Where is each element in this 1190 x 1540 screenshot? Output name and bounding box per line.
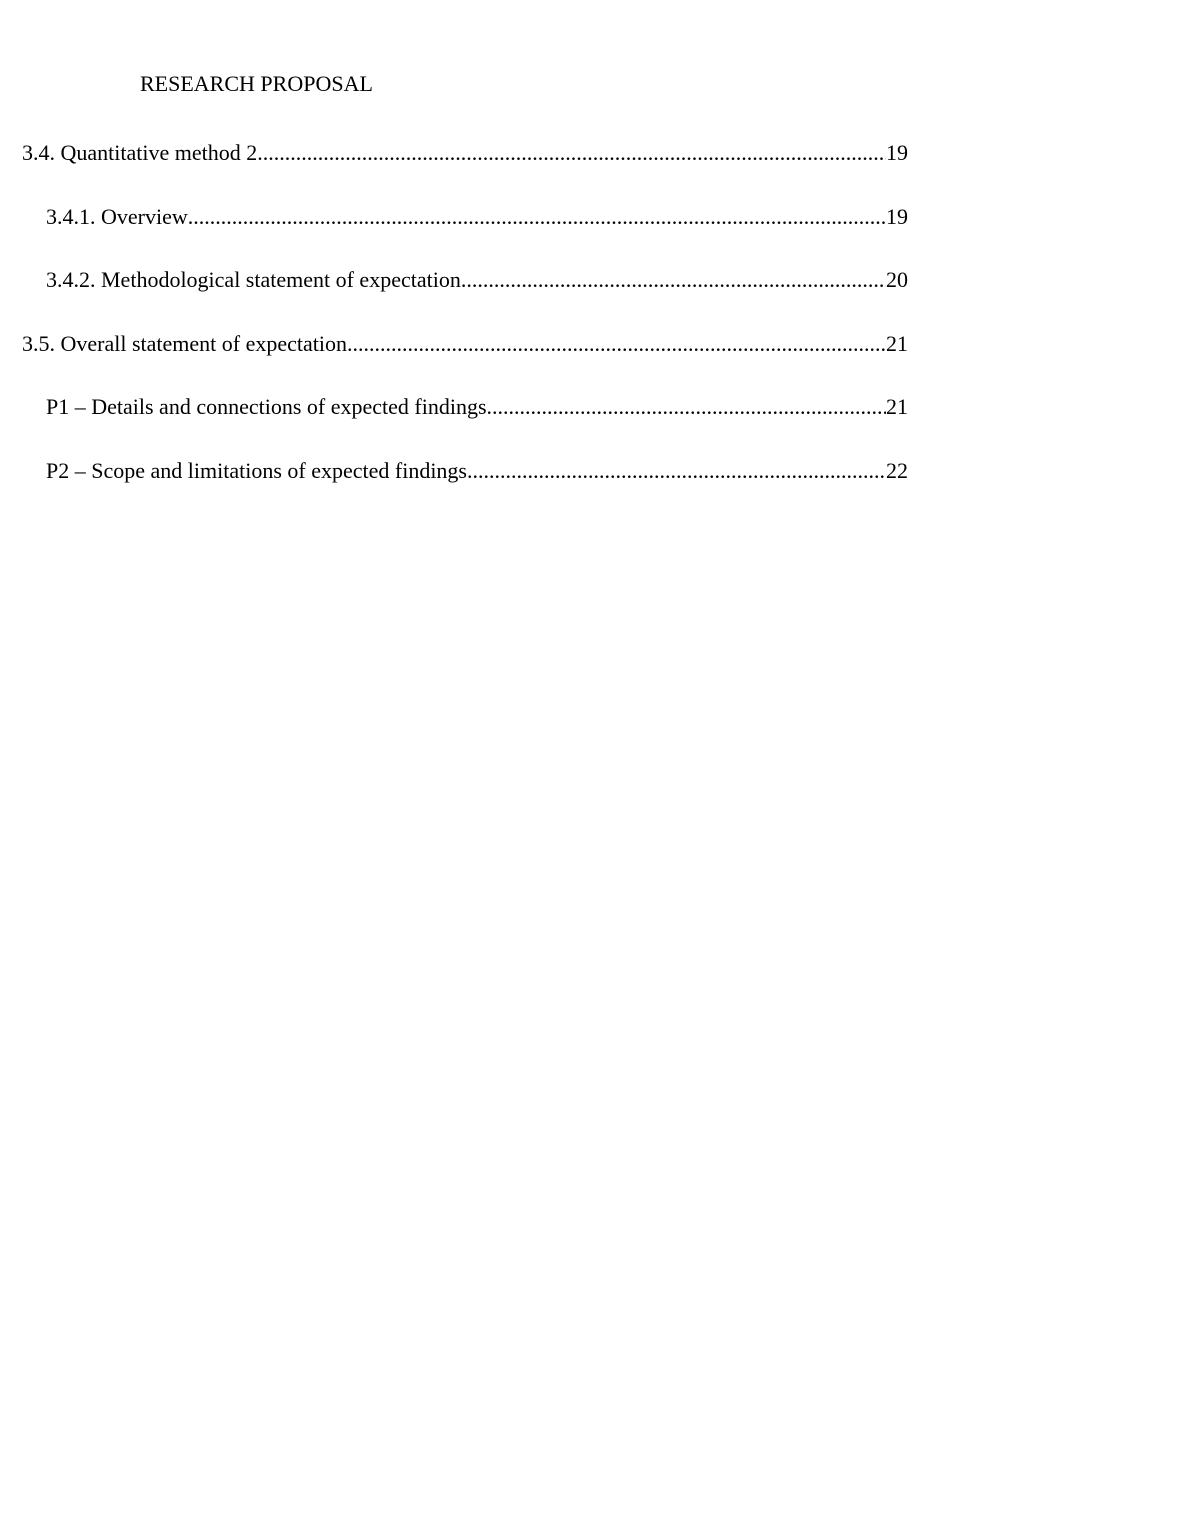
- toc-entry[interactable]: [0, 203, 908, 267]
- toc-entry-title: P1 – Details and connections of expected findings: [46, 394, 487, 419]
- toc-entry-title: 3.5. Overall statement of expectation: [22, 330, 347, 356]
- toc-entry-page: 20: [886, 267, 908, 292]
- toc-entry[interactable]: [0, 457, 908, 521]
- toc-leader: [461, 266, 886, 294]
- toc-entry-page: 19: [886, 203, 908, 229]
- table-of-contents: [0, 139, 1190, 520]
- toc-entry[interactable]: [0, 266, 908, 330]
- toc-entry-title: 3.4.2. Methodological statement of expectation: [46, 267, 461, 292]
- toc-leader: [487, 393, 886, 421]
- toc-entry-title: P2 – Scope and limitations of expected findings: [46, 457, 467, 483]
- toc-entry-page: 22: [886, 457, 908, 483]
- toc-entry[interactable]: [0, 139, 908, 203]
- toc-entry[interactable]: [0, 393, 908, 457]
- running-header: RESEARCH PROPOSAL: [140, 71, 373, 96]
- toc-leader: [188, 203, 886, 231]
- toc-entry-page: 19: [886, 140, 908, 165]
- toc-leader: [257, 139, 886, 167]
- toc-entry-title: 3.4.1. Overview: [46, 203, 188, 229]
- toc-entry-page: 21: [886, 330, 908, 356]
- toc-entry-title: 3.4. Quantitative method 2: [22, 140, 258, 165]
- toc-entry[interactable]: [0, 330, 908, 394]
- toc-leader: [347, 330, 886, 358]
- toc-entry-page: 21: [886, 394, 908, 419]
- toc-leader: [467, 457, 886, 485]
